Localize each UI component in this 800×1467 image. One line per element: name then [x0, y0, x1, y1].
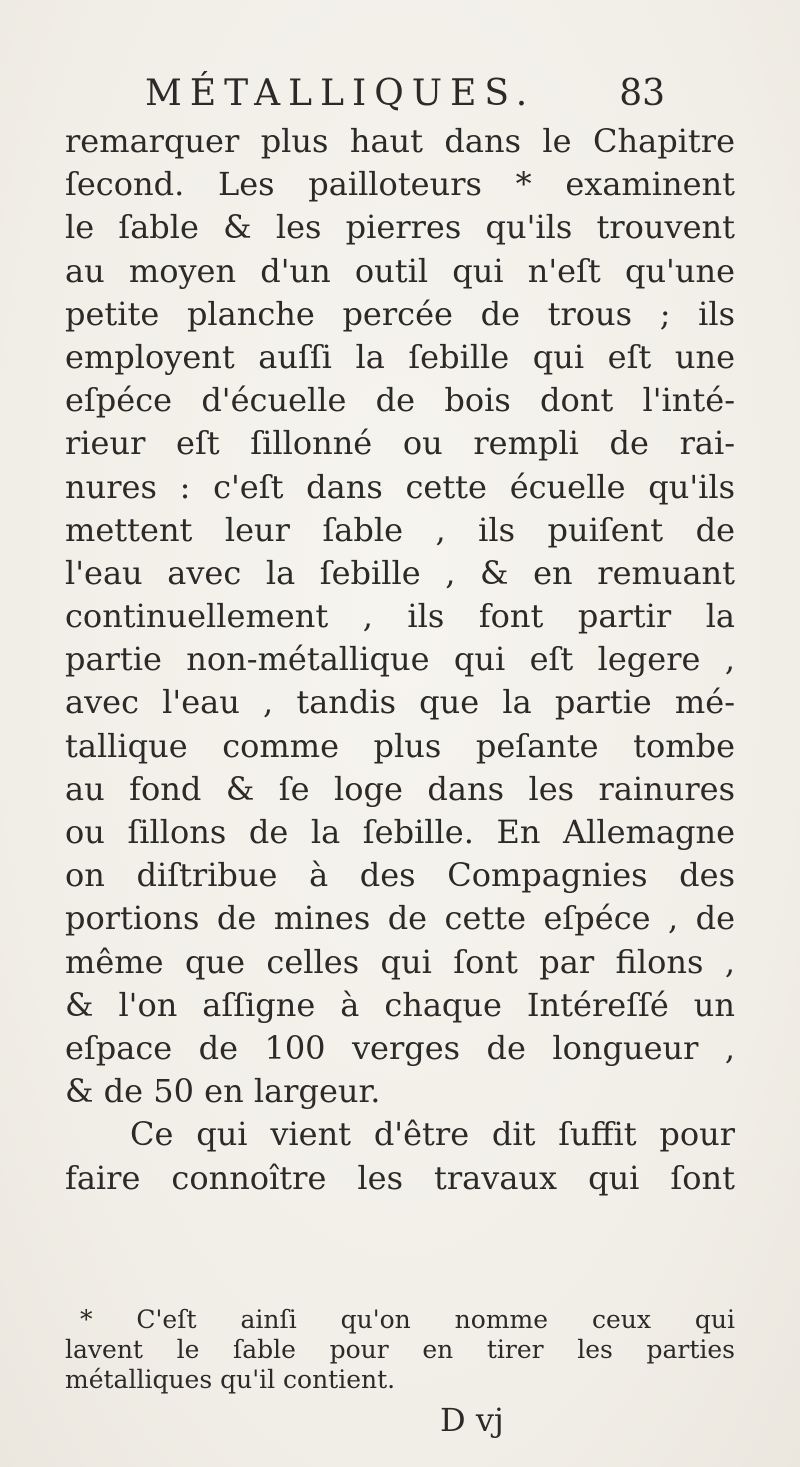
- page-header: [145, 72, 665, 116]
- text-line: petite planche percée de trous ; ils: [65, 294, 735, 333]
- text-line: mettent leur ſable , ils puiſent de: [65, 510, 735, 549]
- footnote-line: métalliques qu'il contient.: [65, 1365, 396, 1394]
- text-line: continuellement , ils font partir la: [65, 597, 735, 636]
- text-line: ou ſillons de la ſebille. En Allemagne: [65, 813, 735, 851]
- signature-mark: D vj: [440, 1401, 504, 1439]
- text-line: au fond & ſe loge dans les rainures: [65, 769, 735, 808]
- text-line: ſecond. Les pailloteurs * examinent: [65, 165, 735, 204]
- running-head: MÉTALLIQUES.: [145, 73, 536, 114]
- text-line: l'eau avec la ſebille , & en remuant: [65, 553, 735, 592]
- text-line: portions de mines de cette eſpéce , de: [65, 899, 735, 938]
- text-line: avec l'eau , tandis que la partie mé-: [65, 683, 735, 722]
- text-line: même que celles qui ſont par filons ,: [65, 942, 735, 981]
- footnote: [65, 1305, 735, 1395]
- text-line: & de 50 en largeur.: [65, 1072, 381, 1111]
- text-line: employent auſſi la ſebille qui eſt une: [65, 337, 735, 376]
- text-line: partie non-métallique qui eſt legere ,: [65, 640, 735, 679]
- text-line: eſpéce d'écuelle de bois dont l'inté-: [65, 381, 735, 420]
- text-line: rieur eſt ſillonné ou rempli de rai-: [65, 424, 735, 463]
- text-line: remarquer plus haut dans le Chapitre: [65, 122, 735, 160]
- body-text: [65, 120, 735, 1200]
- footnote-line: lavent le ſable pour en tirer les parties: [65, 1335, 735, 1364]
- text-line: le ſable & les pierres qu'ils trouvent: [65, 208, 735, 247]
- footnote-line: * C'eſt ainſi qu'on nomme ceux qui: [80, 1305, 735, 1334]
- text-line: au moyen d'un outil qui n'eſt qu'une: [65, 251, 735, 290]
- text-line: nures : c'eſt dans cette écuelle qu'ils: [65, 467, 735, 506]
- text-line: Ce qui vient d'être dit ſuffit pour: [130, 1115, 735, 1154]
- page-number: 83: [619, 73, 665, 114]
- text-line: eſpace de 100 verges de longueur ,: [65, 1028, 735, 1067]
- text-line: & l'on aſſigne à chaque Intéreſſé un: [65, 985, 735, 1024]
- text-line: tallique comme plus peſante tombe: [65, 726, 735, 765]
- text-line: faire connoître les travaux qui ſont: [65, 1158, 735, 1197]
- text-line: on diſtribue à des Compagnies des: [65, 856, 735, 895]
